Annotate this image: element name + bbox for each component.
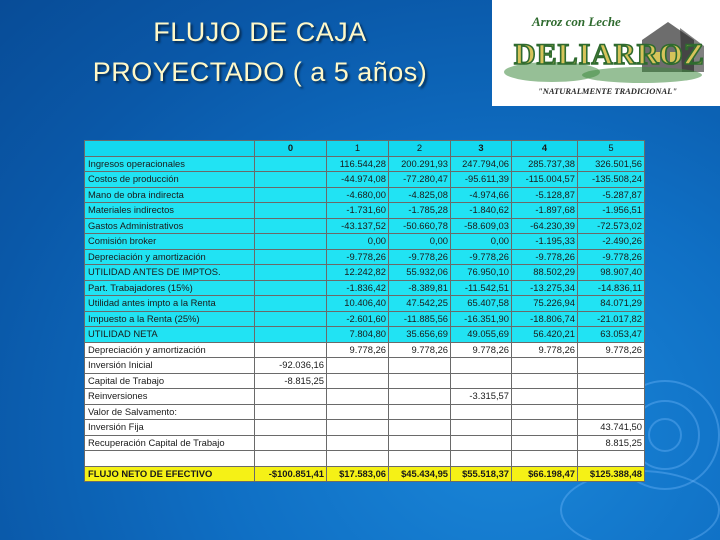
value-cell <box>327 404 389 420</box>
value-cell <box>327 435 389 451</box>
table-row <box>85 435 645 451</box>
value-cell: 43.741,50 <box>578 420 645 436</box>
value-cell <box>255 280 327 296</box>
value-cell <box>327 420 389 436</box>
value-cell <box>327 358 389 374</box>
value-cell: -2.601,60 <box>327 311 389 327</box>
row-label: Valor de Salvamento: <box>85 404 255 420</box>
value-cell: 76.950,10 <box>451 265 512 281</box>
value-cell: 12.242,82 <box>327 265 389 281</box>
value-cell: -9.778,26 <box>327 249 389 265</box>
column-header: 4 <box>512 141 578 157</box>
value-cell: 326.501,56 <box>578 156 645 172</box>
value-cell: -8.815,25 <box>255 373 327 389</box>
value-cell: -58.609,03 <box>451 218 512 234</box>
value-cell: -18.806,74 <box>512 311 578 327</box>
value-cell: 0,00 <box>451 234 512 250</box>
value-cell: 98.907,40 <box>578 265 645 281</box>
value-cell: -95.611,39 <box>451 172 512 188</box>
value-cell <box>389 420 451 436</box>
value-cell: -3.315,57 <box>451 389 512 405</box>
value-cell: 0,00 <box>389 234 451 250</box>
value-cell: 63.053,47 <box>578 327 645 343</box>
table-row <box>85 373 645 389</box>
row-label: Capital de Trabajo <box>85 373 255 389</box>
value-cell: -44.974,08 <box>327 172 389 188</box>
logo-brand-text: DELIARROZ <box>514 38 705 71</box>
table-row <box>85 187 645 203</box>
value-cell <box>255 187 327 203</box>
value-cell <box>578 389 645 405</box>
value-cell <box>255 296 327 312</box>
table-row <box>85 451 645 467</box>
value-cell: -9.778,26 <box>512 249 578 265</box>
value-cell: -72.573,02 <box>578 218 645 234</box>
value-cell: -13.275,34 <box>512 280 578 296</box>
row-label: UTILIDAD NETA <box>85 327 255 343</box>
value-cell: -1.956,51 <box>578 203 645 219</box>
title-line-1: FLUJO DE CAJA <box>153 17 367 47</box>
row-label: Impuesto a la Renta (25%) <box>85 311 255 327</box>
value-cell: 47.542,25 <box>389 296 451 312</box>
value-cell <box>578 404 645 420</box>
value-cell: -43.137,52 <box>327 218 389 234</box>
value-cell <box>451 404 512 420</box>
value-cell: 10.406,40 <box>327 296 389 312</box>
value-cell: 55.932,06 <box>389 265 451 281</box>
value-cell <box>451 358 512 374</box>
value-cell: -1.840,62 <box>451 203 512 219</box>
value-cell: -2.490,26 <box>578 234 645 250</box>
value-cell <box>255 156 327 172</box>
value-cell <box>512 435 578 451</box>
table-row <box>85 404 645 420</box>
value-cell <box>327 373 389 389</box>
value-cell: $125.388,48 <box>578 466 645 482</box>
value-cell: -9.778,26 <box>451 249 512 265</box>
cash-flow-table-container <box>84 140 644 482</box>
value-cell: -11.885,56 <box>389 311 451 327</box>
value-cell: -9.778,26 <box>389 249 451 265</box>
value-cell <box>255 234 327 250</box>
value-cell: 9.778,26 <box>512 342 578 358</box>
column-header: 1 <box>327 141 389 157</box>
value-cell <box>512 358 578 374</box>
value-cell <box>255 420 327 436</box>
value-cell: -16.351,90 <box>451 311 512 327</box>
value-cell <box>389 373 451 389</box>
value-cell: -1.731,60 <box>327 203 389 219</box>
row-label: Recuperación Capital de Trabajo <box>85 435 255 451</box>
value-cell <box>389 358 451 374</box>
value-cell <box>389 404 451 420</box>
value-cell <box>512 451 578 467</box>
logo-top-text: Arroz con Leche <box>532 14 621 29</box>
table-row <box>85 420 645 436</box>
row-label: Depreciación y amortización <box>85 342 255 358</box>
table-row <box>85 296 645 312</box>
value-cell <box>327 389 389 405</box>
value-cell: 9.778,26 <box>451 342 512 358</box>
value-cell <box>512 420 578 436</box>
title-line-2: PROYECTADO ( a 5 años) <box>92 57 428 87</box>
value-cell: -9.778,26 <box>578 249 645 265</box>
value-cell: 88.502,29 <box>512 265 578 281</box>
row-label: Mano de obra indirecta <box>85 187 255 203</box>
table-row <box>85 358 645 374</box>
table-row <box>85 234 645 250</box>
value-cell: -1.785,28 <box>389 203 451 219</box>
table-row <box>85 311 645 327</box>
value-cell <box>578 451 645 467</box>
row-label: FLUJO NETO DE EFECTIVO <box>85 466 255 482</box>
slide-title <box>50 12 470 92</box>
table-row <box>85 203 645 219</box>
table-row <box>85 156 645 172</box>
row-label: Ingresos operacionales <box>85 156 255 172</box>
value-cell <box>255 451 327 467</box>
table-row <box>85 218 645 234</box>
value-cell <box>578 373 645 389</box>
value-cell: 9.778,26 <box>327 342 389 358</box>
value-cell: -$100.851,41 <box>255 466 327 482</box>
value-cell: 247.794,06 <box>451 156 512 172</box>
row-label: Comisión broker <box>85 234 255 250</box>
value-cell: -5.287,87 <box>578 187 645 203</box>
value-cell: 9.778,26 <box>578 342 645 358</box>
value-cell <box>255 311 327 327</box>
value-cell: -5.128,87 <box>512 187 578 203</box>
value-cell: -1.897,68 <box>512 203 578 219</box>
column-header: 5 <box>578 141 645 157</box>
value-cell: -64.230,39 <box>512 218 578 234</box>
value-cell <box>451 451 512 467</box>
value-cell <box>327 451 389 467</box>
value-cell: $45.434,95 <box>389 466 451 482</box>
value-cell: $55.518,37 <box>451 466 512 482</box>
logo-tagline: "NATURALMENTE TRADICIONAL" <box>538 86 678 96</box>
row-label <box>85 451 255 467</box>
value-cell: $17.583,06 <box>327 466 389 482</box>
value-cell <box>255 435 327 451</box>
value-cell: 200.291,93 <box>389 156 451 172</box>
value-cell: -135.508,24 <box>578 172 645 188</box>
value-cell: 84.071,29 <box>578 296 645 312</box>
value-cell: -115.004,57 <box>512 172 578 188</box>
cash-flow-table <box>84 140 645 482</box>
value-cell: 49.055,69 <box>451 327 512 343</box>
value-cell <box>255 265 327 281</box>
value-cell <box>255 249 327 265</box>
value-cell <box>451 420 512 436</box>
value-cell: 75.226,94 <box>512 296 578 312</box>
column-header: 3 <box>451 141 512 157</box>
value-cell <box>255 172 327 188</box>
value-cell: 35.656,69 <box>389 327 451 343</box>
value-cell <box>255 404 327 420</box>
value-cell: -14.836,11 <box>578 280 645 296</box>
table-row <box>85 265 645 281</box>
value-cell <box>255 389 327 405</box>
column-header <box>85 141 255 157</box>
value-cell: -21.017,82 <box>578 311 645 327</box>
value-cell: -92.036,16 <box>255 358 327 374</box>
value-cell: -4.825,08 <box>389 187 451 203</box>
value-cell: 8.815,25 <box>578 435 645 451</box>
logo-graphic <box>492 0 720 106</box>
value-cell <box>255 218 327 234</box>
value-cell <box>512 404 578 420</box>
row-label: Inversión Fija <box>85 420 255 436</box>
row-label: Depreciación y amortización <box>85 249 255 265</box>
value-cell: -1.195,33 <box>512 234 578 250</box>
row-label: Utilidad antes impto a la Renta <box>85 296 255 312</box>
value-cell <box>512 389 578 405</box>
value-cell: 285.737,38 <box>512 156 578 172</box>
table-header-row <box>85 141 645 157</box>
value-cell: 9.778,26 <box>389 342 451 358</box>
value-cell <box>389 451 451 467</box>
row-label: UTILIDAD ANTES DE IMPTOS. <box>85 265 255 281</box>
value-cell: 116.544,28 <box>327 156 389 172</box>
water-ripple-decoration <box>648 418 682 452</box>
row-label: Reinversiones <box>85 389 255 405</box>
table-row <box>85 327 645 343</box>
value-cell: 0,00 <box>327 234 389 250</box>
table-row <box>85 172 645 188</box>
value-cell: 65.407,58 <box>451 296 512 312</box>
value-cell: 7.804,80 <box>327 327 389 343</box>
table-row <box>85 389 645 405</box>
table-row <box>85 280 645 296</box>
value-cell: -11.542,51 <box>451 280 512 296</box>
value-cell <box>389 435 451 451</box>
value-cell <box>512 373 578 389</box>
value-cell: -8.389,81 <box>389 280 451 296</box>
column-header: 0 <box>255 141 327 157</box>
value-cell: -50.660,78 <box>389 218 451 234</box>
row-label: Inversión Inicial <box>85 358 255 374</box>
row-label: Part. Trabajadores (15%) <box>85 280 255 296</box>
value-cell <box>255 203 327 219</box>
column-header: 2 <box>389 141 451 157</box>
table-row <box>85 342 645 358</box>
value-cell <box>255 327 327 343</box>
table-row <box>85 249 645 265</box>
value-cell <box>451 373 512 389</box>
value-cell <box>389 389 451 405</box>
row-label: Costos de producción <box>85 172 255 188</box>
brand-logo <box>492 0 720 106</box>
value-cell: -1.836,42 <box>327 280 389 296</box>
value-cell <box>578 358 645 374</box>
value-cell: -77.280,47 <box>389 172 451 188</box>
value-cell: 56.420,21 <box>512 327 578 343</box>
value-cell: -4.974,66 <box>451 187 512 203</box>
value-cell: $66.198,47 <box>512 466 578 482</box>
row-label: Gastos Administrativos <box>85 218 255 234</box>
value-cell <box>255 342 327 358</box>
value-cell: -4.680,00 <box>327 187 389 203</box>
net-cash-flow-row <box>85 466 645 482</box>
row-label: Materiales indirectos <box>85 203 255 219</box>
value-cell <box>451 435 512 451</box>
